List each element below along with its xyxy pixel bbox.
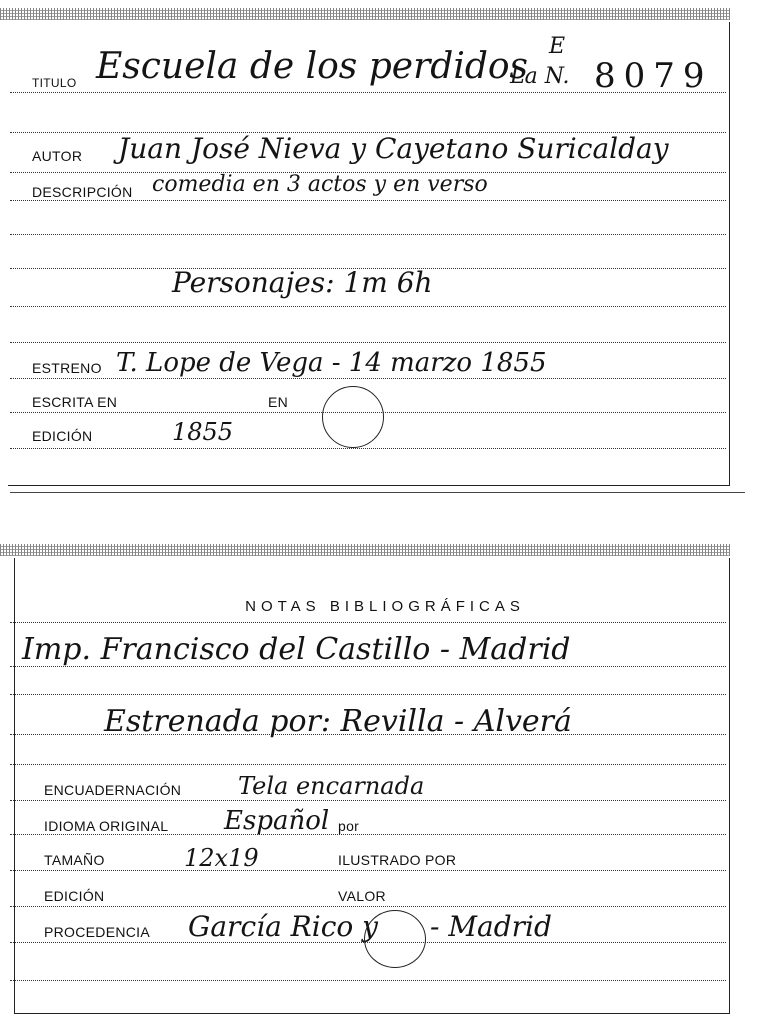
estrenada-value: Estrenada por: Revilla - Alverá bbox=[104, 704, 572, 739]
tamano-value: 12x19 bbox=[184, 844, 259, 872]
numero-value: 8079 bbox=[594, 56, 713, 96]
numero-prefix: La N. bbox=[510, 64, 570, 89]
rule bbox=[10, 234, 726, 235]
autor-value: Juan José Nieva y Cayetano Suricalday bbox=[118, 132, 669, 165]
rule bbox=[10, 906, 726, 907]
stamp-circle bbox=[322, 386, 384, 448]
catalog-card-bottom bbox=[0, 544, 730, 1014]
rule bbox=[10, 200, 726, 201]
por-label: por bbox=[338, 818, 360, 834]
rule bbox=[10, 764, 726, 765]
descripcion-label: DESCRIPCIÓN bbox=[32, 184, 133, 200]
idioma-original-value: Español bbox=[224, 806, 330, 836]
en-label: EN bbox=[268, 394, 289, 410]
rule bbox=[10, 448, 726, 449]
descripcion-value: comedia en 3 actos y en verso bbox=[152, 172, 488, 197]
personajes-value: Personajes: 1m 6h bbox=[172, 266, 433, 299]
rule bbox=[10, 800, 726, 801]
encuadernacion-label: ENCUADERNACIÓN bbox=[44, 782, 182, 798]
card-divider bbox=[10, 492, 745, 493]
card-edge bbox=[0, 544, 730, 556]
titulo-label: TITULO bbox=[32, 76, 77, 90]
imprenta-value: Imp. Francisco del Castillo - Madrid bbox=[22, 632, 571, 667]
tamano-label: TAMAÑO bbox=[44, 852, 105, 868]
stamp-circle bbox=[364, 910, 426, 968]
estreno-label: ESTRENO bbox=[32, 360, 102, 376]
rule bbox=[10, 870, 726, 871]
numero-letter: E bbox=[549, 34, 566, 59]
edicion-label: EDICIÓN bbox=[44, 888, 105, 904]
rule bbox=[10, 342, 726, 343]
encuadernacion-value: Tela encarnada bbox=[238, 772, 425, 800]
escrita-en-label: ESCRITA EN bbox=[32, 394, 118, 410]
valor-label: VALOR bbox=[338, 888, 386, 904]
notas-bibliograficas-title: NOTAS BIBLIOGRÁFICAS bbox=[245, 598, 525, 615]
procedencia-city: - Madrid bbox=[430, 910, 552, 943]
rule bbox=[10, 980, 726, 981]
ilustrado-por-label: ILUSTRADO POR bbox=[338, 852, 457, 868]
autor-label: AUTOR bbox=[32, 148, 83, 164]
estreno-value: T. Lope de Vega - 14 marzo 1855 bbox=[116, 348, 547, 378]
titulo-value: Escuela de los perdidos bbox=[96, 46, 529, 87]
edicion-label: EDICIÓN bbox=[32, 428, 93, 444]
rule bbox=[10, 378, 726, 379]
idioma-original-label: IDIOMA ORIGINAL bbox=[44, 818, 169, 834]
procedencia-value: García Rico y bbox=[188, 910, 378, 943]
catalog-card-top bbox=[0, 8, 730, 486]
rule bbox=[10, 834, 726, 835]
rule bbox=[10, 622, 726, 623]
rule bbox=[10, 306, 726, 307]
card-edge bbox=[0, 8, 730, 20]
rule bbox=[10, 694, 726, 695]
procedencia-label: PROCEDENCIA bbox=[44, 924, 150, 940]
edicion-value: 1855 bbox=[172, 418, 234, 446]
